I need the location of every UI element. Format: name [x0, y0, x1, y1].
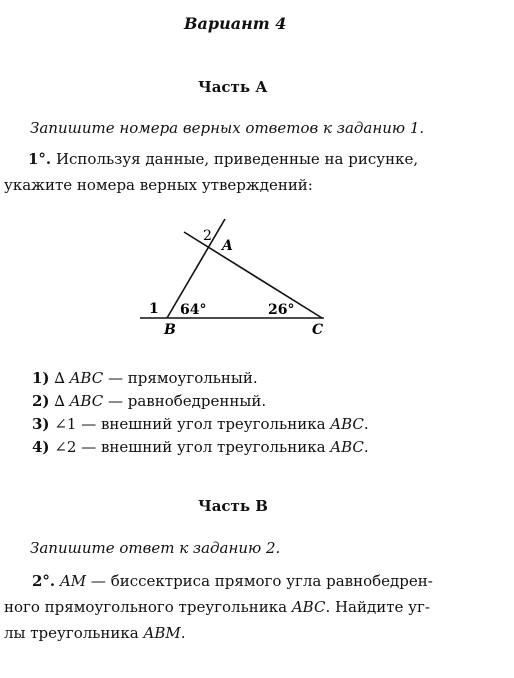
triangle-name: ABC — [330, 438, 364, 456]
label-b: B — [164, 322, 176, 338]
task2-line3-end: . — [180, 624, 186, 642]
triangle-symbol: ∆ — [54, 392, 65, 410]
task1-line2: укажите номера верных утверждений: — [4, 176, 313, 194]
option-1 — [32, 369, 258, 387]
segment-am: AM — [59, 572, 87, 590]
part-a-heading: Часть А — [198, 78, 268, 96]
task2-line1-text: — биссектриса прямого угла равнобедрен- — [86, 572, 433, 590]
triangle-name: ABC — [69, 369, 104, 387]
triangle-name: ABC — [330, 415, 364, 433]
angle-b-value: 64° — [180, 302, 207, 318]
task2-line2 — [4, 594, 430, 620]
option-4-number: 4) — [32, 438, 50, 456]
label-c: C — [312, 322, 324, 338]
task1-number: 1°. — [28, 150, 52, 168]
task2-line2-end: . Найдите уг- — [325, 598, 430, 616]
option-3-end: . — [363, 415, 369, 433]
task1-text-line1: Используя данные, приведенные на рисунке, — [55, 150, 419, 168]
option-2 — [32, 392, 266, 410]
option-1-number: 1) — [32, 369, 50, 387]
part-b-instruction: Запишите ответ к заданию 2. — [30, 539, 281, 557]
triangle-name: ABC — [69, 392, 104, 410]
variant-title: Вариант 4 — [184, 14, 287, 33]
task2-line3-text: лы треугольника — [4, 624, 144, 642]
triangle-name: ABM — [143, 624, 181, 642]
option-2-text: — равнобедренный. — [103, 392, 267, 410]
option-2-number: 2) — [32, 392, 50, 410]
angle-symbol: ∠1 — [54, 415, 77, 433]
option-3-number: 3) — [32, 415, 50, 433]
part-b-heading: Часть В — [198, 497, 268, 515]
label-1: 1 — [149, 301, 159, 317]
triangle-name: ABC — [291, 598, 326, 616]
label-2: 2 — [203, 228, 212, 244]
triangle-symbol: ∆ — [54, 369, 65, 387]
task2-line1 — [32, 568, 433, 594]
part-a-instruction: Запишите номера верных ответов к заданию 1. — [30, 119, 425, 137]
task2-number: 2°. — [32, 572, 56, 590]
task2-line3 — [4, 620, 186, 646]
option-4-end: . — [363, 438, 369, 456]
option-3-text: — внешний угол треугольника — [76, 415, 331, 433]
option-4-text: — внешний угол треугольника — [76, 438, 331, 456]
option-1-text: — прямоугольный. — [103, 369, 258, 387]
option-4 — [32, 438, 369, 456]
option-3 — [32, 415, 369, 433]
label-a: A — [222, 238, 233, 254]
task2-line2-text: ного прямоугольного треугольника — [4, 598, 292, 616]
angle-symbol: ∠2 — [54, 438, 77, 456]
angle-c-value: 26° — [268, 302, 295, 318]
